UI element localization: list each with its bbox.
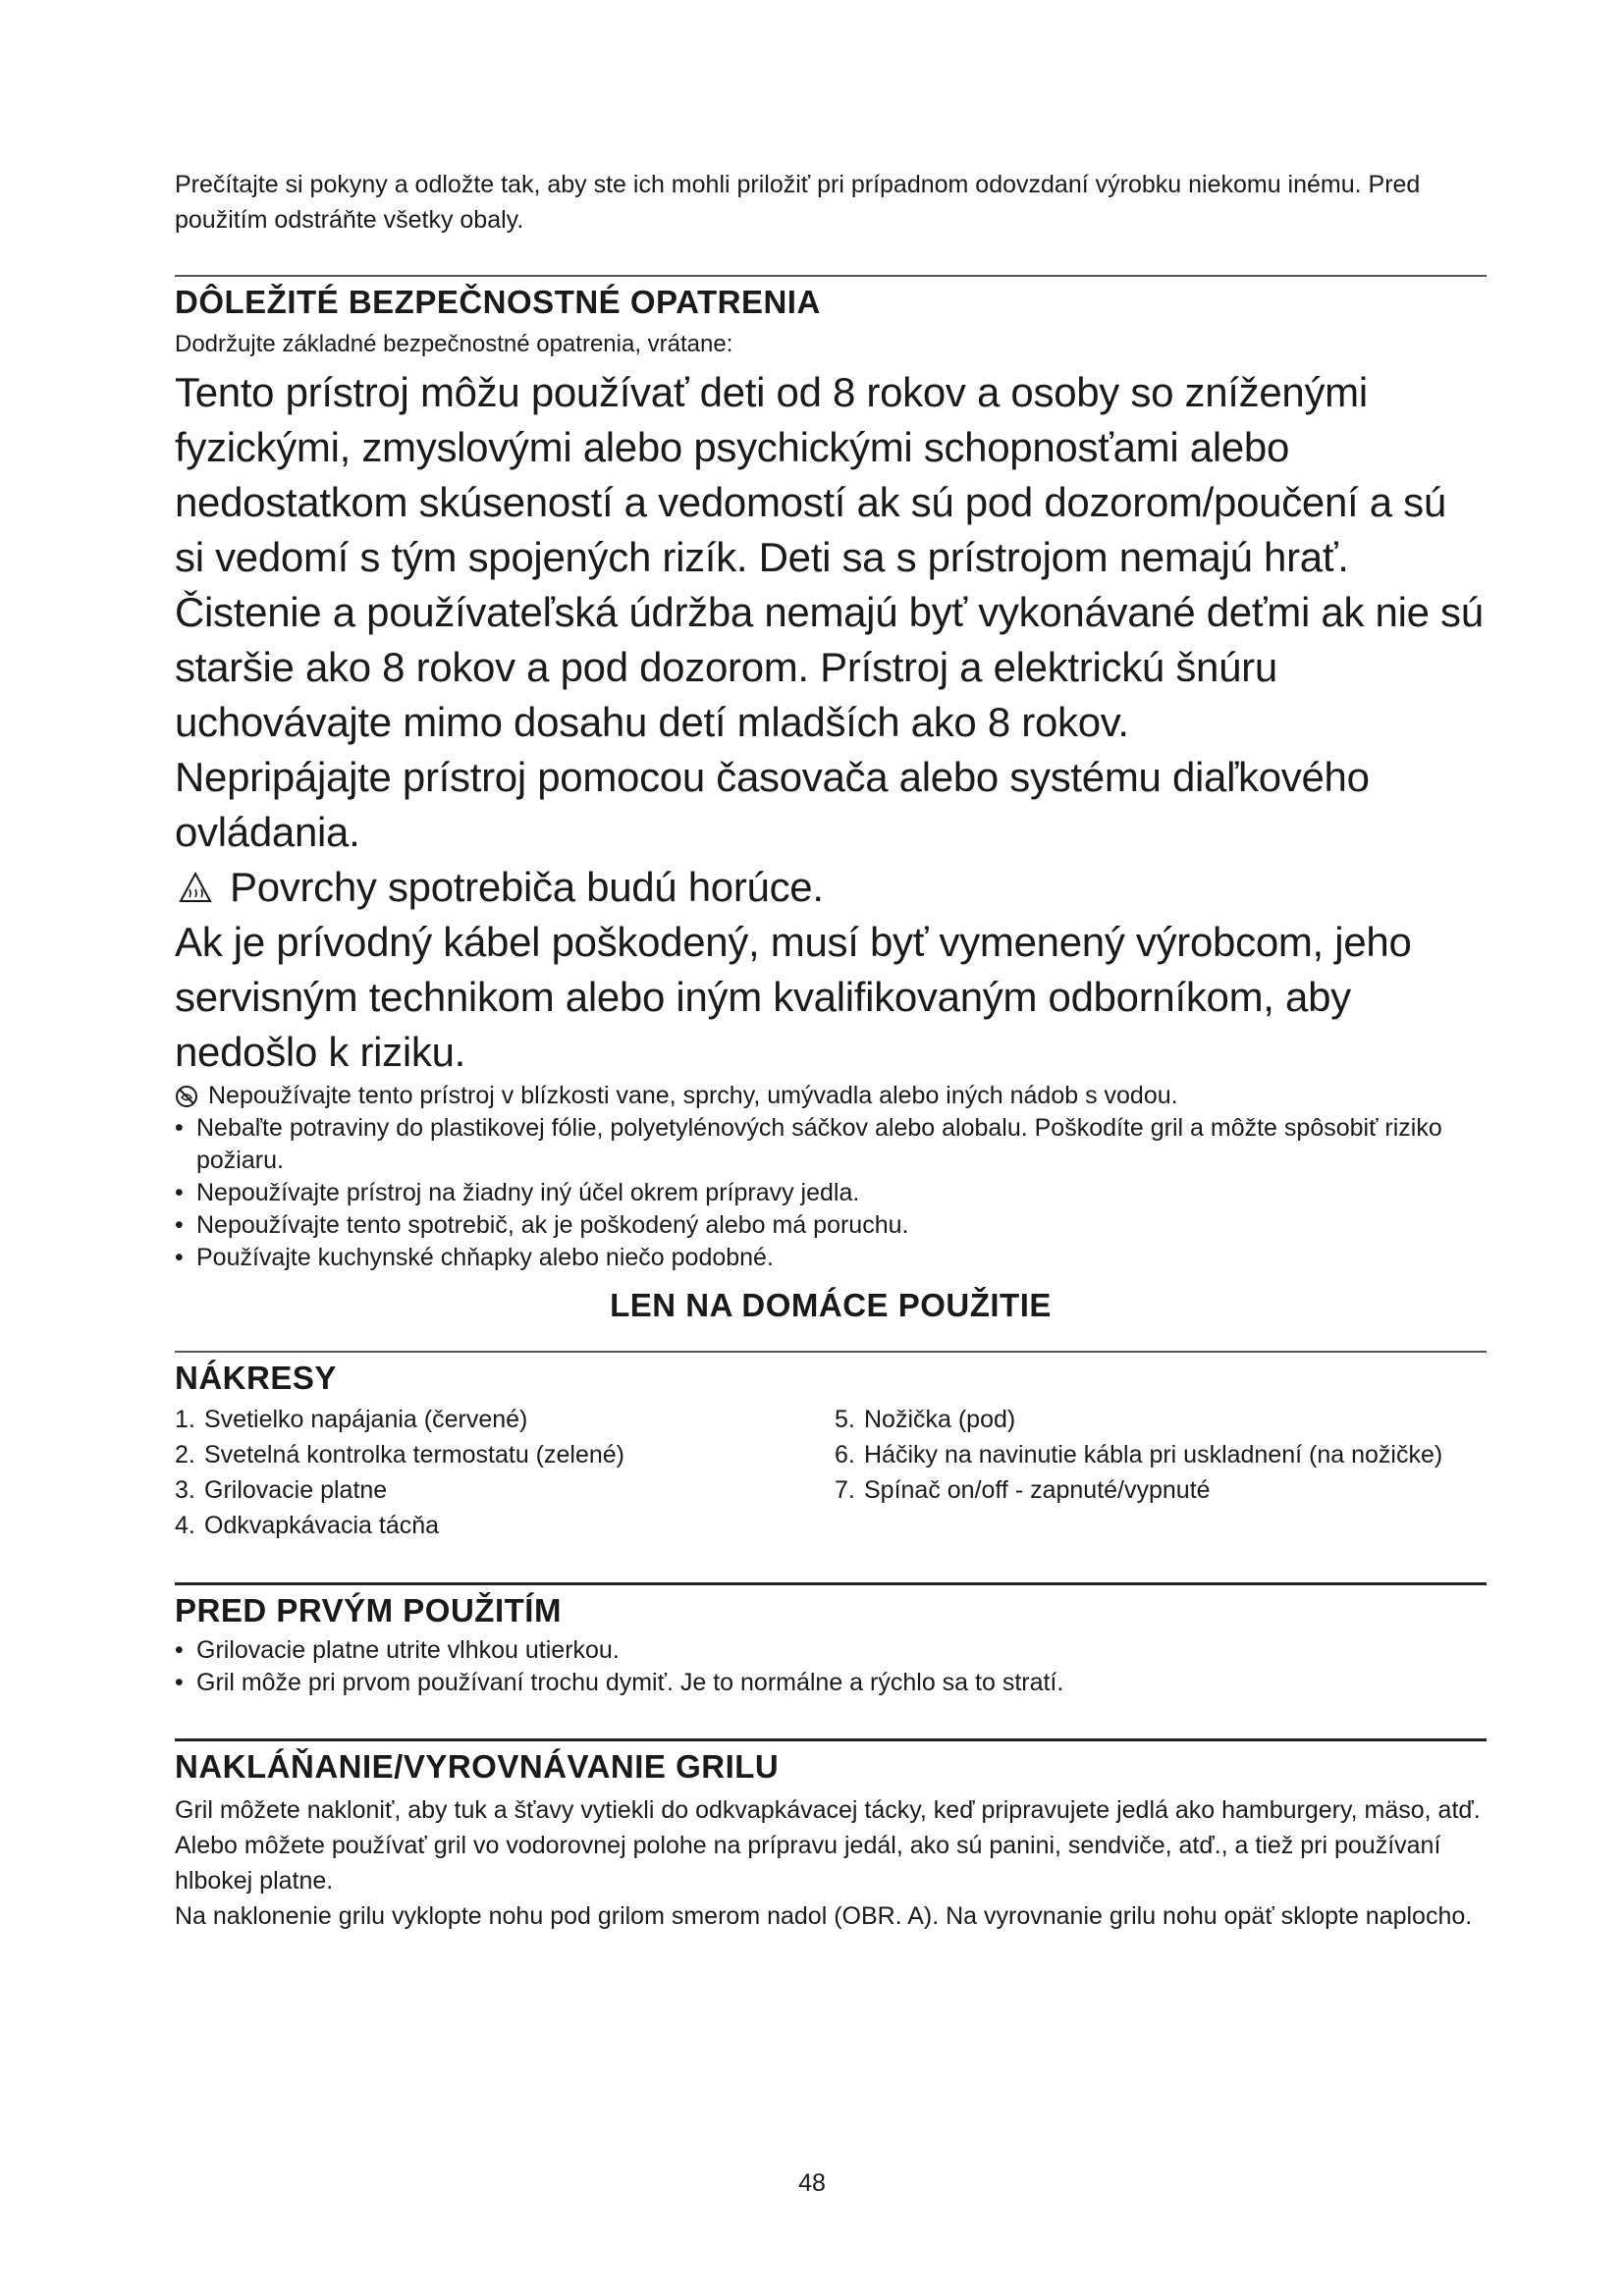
list-item xyxy=(175,1112,1487,1177)
list-item-text: Používajte kuchynské chňapky alebo niečo podobné. xyxy=(196,1244,774,1271)
part-number: 2. xyxy=(175,1441,195,1468)
part-label: Odkvapkávacia tácňa xyxy=(204,1512,440,1539)
list-item-text: • Nebaľte potraviny do plastikovej fólie, polyetylénových sáčkov alebo alobalu. Poškodíte gril a môžte spôsobiť riziko požiaru. xyxy=(196,1114,1442,1174)
list-item xyxy=(835,1402,1487,1437)
safety-large-timer: Nepripájajte prístroj pomocou časovača alebo systému diaľkového ovládania. xyxy=(175,754,1370,855)
section-divider xyxy=(175,275,1487,277)
no-water-warning xyxy=(175,1080,1487,1112)
safety-large-cable: Ak je prívodný kábel poškodený, musí byť vymenený výrobcom, jeho servisným technikom alebo iným kvalifikovaným odborníkom, aby nedošlo k riziku. xyxy=(175,919,1412,1075)
home-use-heading: LEN NA DOMÁCE POUŽITIE xyxy=(610,1287,1052,1323)
part-label: Svetelná kontrolka termostatu (zelené) xyxy=(204,1441,624,1468)
part-label: Grilovacie platne xyxy=(204,1476,388,1504)
part-number: 3. xyxy=(175,1476,195,1504)
list-item-text: Nepoužívajte tento spotrebič, ak je poškodený alebo má poruchu. xyxy=(196,1211,909,1239)
section-divider xyxy=(175,1582,1487,1585)
drawings-heading: NÁKRESY xyxy=(175,1360,337,1396)
safety-heading: DÔLEŽITÉ BEZPEČNOSTNÉ OPATRENIA xyxy=(175,284,821,320)
part-label: Nožička (pod) xyxy=(864,1406,1016,1433)
list-item xyxy=(175,1472,827,1508)
hot-surface-warning xyxy=(175,860,1487,915)
hot-surface-icon xyxy=(179,872,212,903)
list-item xyxy=(175,1437,827,1472)
list-item-text: Nepoužívajte prístroj na žiadny iný účel okrem prípravy jedla. xyxy=(196,1179,860,1206)
list-item xyxy=(175,1508,827,1543)
parts-column-left xyxy=(175,1402,827,1543)
hot-surface-text: Povrchy spotrebiča budú horúce. xyxy=(230,864,824,910)
page-number: 48 xyxy=(798,2169,826,2197)
part-number: 1. xyxy=(175,1406,195,1433)
list-item xyxy=(175,1209,1487,1242)
first-use-list xyxy=(175,1634,1487,1699)
part-label: Háčiky na navinutie kábla pri uskladnení (na nožičke) xyxy=(864,1441,1443,1468)
list-item xyxy=(835,1437,1487,1472)
safety-subheading: Dodržujte základné bezpečnostné opatrenia, vrátane: xyxy=(175,331,733,357)
list-item xyxy=(175,1634,1487,1667)
tilting-heading: NAKLÁŇANIE/VYROVNÁVANIE GRILU xyxy=(175,1748,780,1785)
safety-bullet-list xyxy=(175,1112,1487,1274)
part-number: 6. xyxy=(835,1441,855,1468)
list-item-text: Gril môže pri prvom používaní trochu dymiť. Je to normálne a rýchlo sa to stratí. xyxy=(196,1669,1064,1696)
parts-column-right xyxy=(827,1402,1487,1543)
no-water-text: Nepoužívajte tento prístroj v blízkosti vane, sprchy, umývadla alebo iných nádob s vodou. xyxy=(208,1082,1178,1109)
intro-text: Prečítajte si pokyny a odložte tak, aby ste ich mohli priložiť pri prípadnom odovzdaní výrobku niekomu inému. Pred použitím odstráňte všetky obaly. xyxy=(175,171,1421,234)
list-item xyxy=(175,1177,1487,1209)
part-label: Spínač on/off - zapnuté/vypnuté xyxy=(864,1476,1211,1504)
list-item xyxy=(175,1242,1487,1274)
part-number: 5. xyxy=(835,1406,855,1433)
tilting-paragraph-2: Na naklonenie grilu vyklopte nohu pod grilom smerom nadol (OBR. A). Na vyrovnanie grilu nohu opäť sklopte naplocho. xyxy=(175,1902,1473,1930)
section-divider xyxy=(175,1738,1487,1741)
list-item-text: Grilovacie platne utrite vlhkou utierkou. xyxy=(196,1636,620,1664)
list-item xyxy=(175,1667,1487,1699)
no-water-icon xyxy=(175,1085,198,1108)
part-number: 4. xyxy=(175,1512,195,1539)
section-divider xyxy=(175,1351,1487,1353)
parts-list xyxy=(175,1402,1487,1543)
list-item xyxy=(835,1472,1487,1508)
list-item xyxy=(175,1402,827,1437)
manual-page xyxy=(175,167,1487,1934)
part-label: Svetielko napájania (červené) xyxy=(204,1406,528,1433)
safety-large-children: Tento prístroj môžu používať deti od 8 rokov a osoby so zníženými fyzickými, zmyslovými alebo psychickými schopnosťami alebo nedostatkom skúseností a vedomostí ak sú pod dozorom/poučení a sú si vedomí s tým spojených rizík. Deti sa s prístrojom nemajú hrať. Čistenie a používateľská údržba nemajú byť vykonávané deťmi ak nie sú staršie ako 8 rokov a pod dozorom. Prístroj a elektrickú šnúru uchovávajte mimo dosahu detí mladších ako 8 rokov. xyxy=(175,369,1484,745)
tilting-paragraph-1: Gril môžete nakloniť, aby tuk a šťavy vytiekli do odkvapkávacej tácky, keď pripravujete jedlá ako hamburgery, mäso, atď. Alebo môžete používať gril vo vodorovnej polohe na prípravu jedál, ako sú panini, sendviče, atď., a tiež pri používaní hlbokej platne. xyxy=(175,1796,1481,1895)
first-use-heading: PRED PRVÝM POUŽITÍM xyxy=(175,1592,562,1629)
part-number: 7. xyxy=(835,1476,855,1504)
